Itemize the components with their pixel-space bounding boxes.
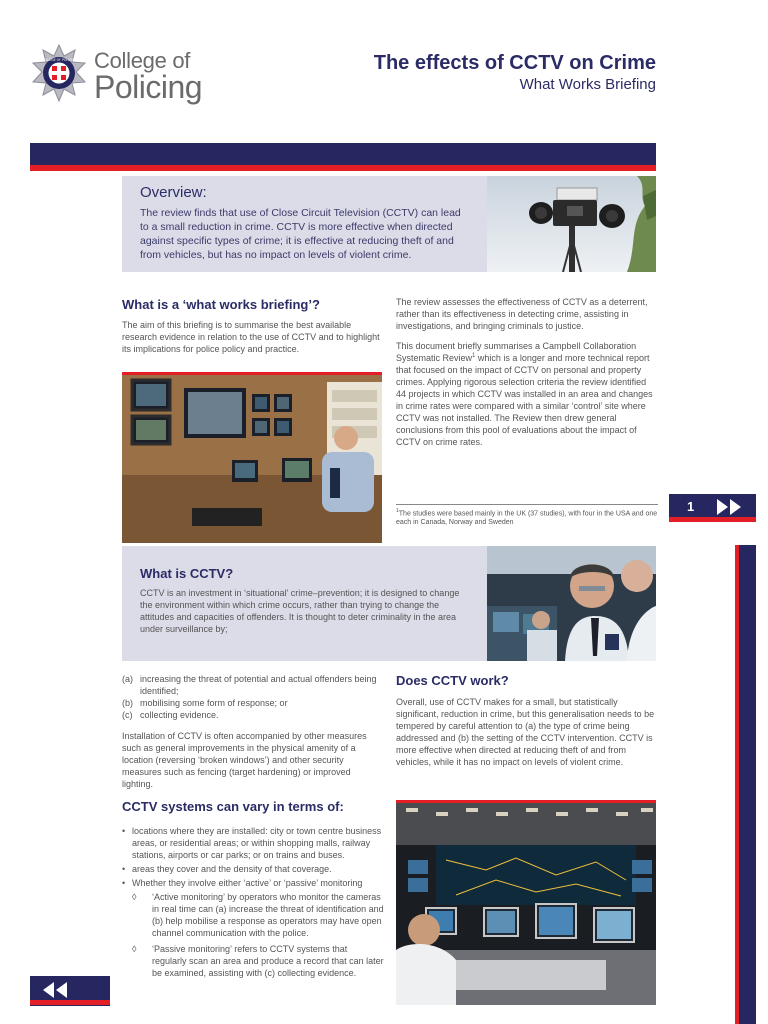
next-page-icon[interactable]: [717, 499, 747, 515]
footnote: [396, 504, 658, 527]
list-item: [122, 697, 384, 709]
control-room-photo: [122, 372, 382, 543]
previous-tab-stripe: [30, 1000, 110, 1005]
list-item: [122, 673, 384, 697]
list-item: • locations where they are installed: city or town centre business areas, or residential areas; or within shopping malls, railway stations, airports or car parks; or on trains and buses.: [122, 825, 384, 861]
document-title: The effects of CCTV on Crime: [373, 52, 656, 74]
footnote-text: The studies were based mainly in the UK (37 studies), with four in the USA and one each in Canada, Norway and Sweden: [396, 510, 658, 527]
list-key: (a): [122, 674, 133, 684]
overview-panel: [122, 176, 487, 272]
does-cctv-work-heading: Does CCTV work?: [396, 673, 509, 688]
list-item: [122, 709, 384, 721]
list-text: mobilising some form of response; or: [140, 698, 288, 708]
what-is-cctv-panel: [122, 546, 487, 661]
diamond-bullet-icon: ◊: [132, 892, 137, 902]
list-item: • areas they cover and the density of that coverage.: [122, 863, 384, 875]
footnote-reference[interactable]: 1: [472, 353, 476, 359]
list-item: • Whether they involve either ‘active’ or ‘passive’ monitoring: [122, 877, 384, 889]
document-subtitle: What Works Briefing: [519, 76, 656, 93]
header-band: [30, 143, 656, 165]
list-key: (b): [122, 698, 133, 708]
cctv-camera-photo: [487, 176, 656, 272]
college-of-policing-badge-icon: [30, 44, 88, 102]
what-is-cctv-heading: What is CCTV?: [140, 566, 234, 581]
briefing-text: The aim of this briefing is to summarise the best available research evidence in relation to the use of CCTV and to highlight its implications for police policy and practice.: [122, 320, 380, 354]
overview-heading: Overview:: [140, 184, 207, 201]
logo-line-2: Policing: [94, 69, 203, 105]
page-number: 1: [687, 499, 695, 514]
logo-line-1: College of: [94, 48, 191, 73]
summary-text-start: This document briefly summarises a Campbell Collaboration Systematic Review: [396, 341, 637, 363]
list-key: (c): [122, 710, 133, 720]
installation-text: Installation of CCTV is often accompanied by other measures such as general improvements in the physical amenity of a location (reversing ‘broken windows’) and other security measures such as fencing (target hardening) or improved lighting.: [122, 731, 367, 789]
sub-list-item: [122, 891, 384, 939]
deter-list: [122, 673, 384, 721]
vary-heading: CCTV systems can vary in terms of:: [122, 799, 344, 814]
footnote-marker: 1: [396, 508, 399, 514]
vary-list: [122, 825, 384, 983]
briefing-heading: What is a ‘what works briefing’?: [122, 297, 320, 312]
previous-page-icon[interactable]: [43, 982, 69, 998]
list-text: collecting evidence.: [140, 710, 219, 720]
sub-list-item: [122, 943, 384, 979]
list-text: increasing the threat of potential and actual offenders being identified;: [140, 674, 377, 696]
operator-photo: [487, 546, 656, 661]
what-is-cctv-text: CCTV is an investment in ‘situational’ crime–prevention; it is designed to change the environment within which crime occurs, rather than trying to change the attitudes and capacities of offenders. It is thought to deter criminality in the area under surveillance by;: [140, 588, 460, 634]
control-room-wall-photo: [396, 800, 656, 1005]
page-tab-stripe: [669, 517, 756, 522]
summary-text-end: which is a longer and more technical report that focused on the impact of CCTV on personal and property crimes. Applying rigorous selection criteria the review identified 44 projects in which CCTV was installed in an area and changes in crime rates were compared with a similar ‘control’ site where CCTV was not installed. The Review then drew general conclusions from this pool of evaluations about the impact of CCTV on crime rates.: [396, 353, 653, 447]
header-band-stripe: [30, 165, 656, 171]
badge-text: COLLEGE OF POLICING: [40, 58, 78, 62]
review-text: The review assesses the effectiveness of CCTV as a deterrent, rather than its effectiveness in detecting crime, assisting in investigations, and bringing criminals to justice.: [396, 297, 648, 331]
logo-wordmark: [94, 48, 203, 105]
sub-list-text: ‘Active monitoring’ by operators who monitor the cameras in real time can (a) increase the threat of identification and (b) help mobilise a response as operators may have open channel communication with the police.: [152, 892, 384, 938]
side-band: [739, 545, 756, 1024]
does-cctv-work-text: Overall, use of CCTV makes for a small, but statistically significant, reduction in crime, but this generalisation needs to be tempered by careful attention to (a) the type of crime being addressed and (b) the setting of the CCTV intervention. CCTV is more effective when directed at reducing theft of and from vehicles, while it has no impact on levels of violent crime.: [396, 697, 655, 767]
diamond-bullet-icon: ◊: [132, 944, 137, 954]
overview-text: The review finds that use of Close Circuit Television (CCTV) can lead to a small reduction in crime. CCTV is more effective when directed against specific types of crime; it is effective at reducing theft of and from vehicles, but has no impact on levels of violent crime.: [140, 207, 461, 261]
summary-text: [396, 340, 658, 448]
sub-list-text: ‘Passive monitoring’ refers to CCTV systems that regularly scan an area and produce a record that can later be examined, assisting with (c) collecting evidence.: [152, 944, 384, 978]
